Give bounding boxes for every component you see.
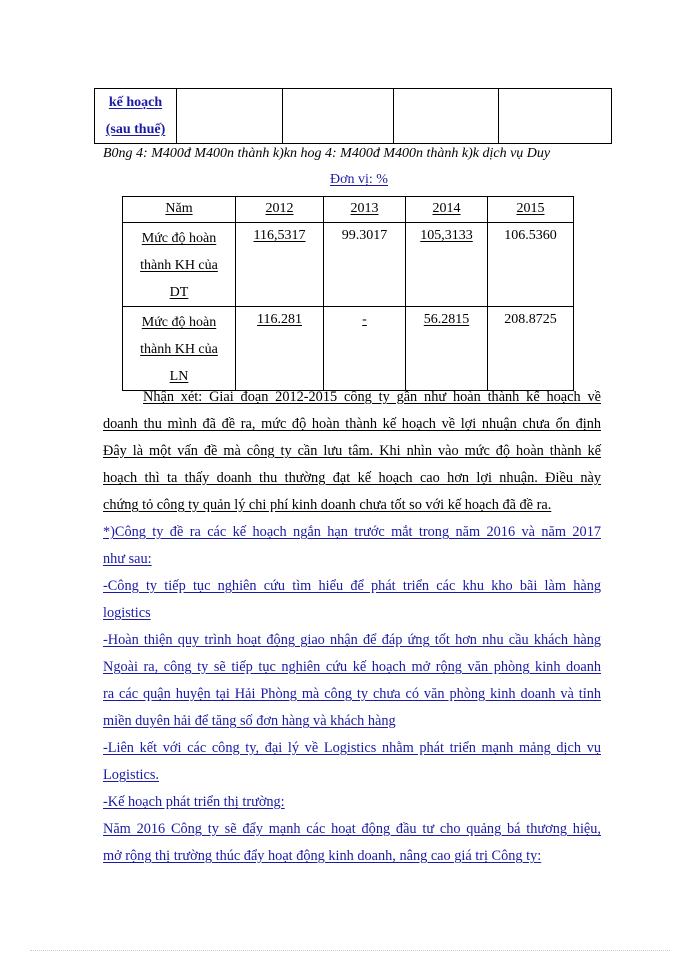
table-cell: 105,3133 <box>406 223 488 307</box>
plan-completion-table <box>122 196 574 391</box>
label-line-1: kế hoạch <box>108 95 163 110</box>
plan-line: Ngoài ra, công ty sẽ tiếp tục nghiên cứu kế hoạch mở rộng văn phòng kinh doanh <box>103 659 601 675</box>
table-cell: 116,5317 <box>236 223 324 307</box>
table-cell: - <box>324 307 406 391</box>
table-cell: 116.281 <box>236 307 324 391</box>
unit-label: Đơn vị: % <box>330 172 388 187</box>
plan-line: Năm 2016 Công ty sẽ đẩy mạnh các hoạt động đầu tư cho quảng bá thương hiệu, <box>103 821 601 837</box>
empty-cell <box>283 89 394 144</box>
table-row <box>123 307 574 391</box>
header-cell: 2014 <box>406 197 488 223</box>
plan-line: ra các quận huyện tại Hải Phòng mà công ty chưa có văn phòng kinh doanh và tỉnh <box>103 686 601 702</box>
page-bottom-divider <box>30 950 670 951</box>
header-cell: 2012 <box>236 197 324 223</box>
plan-line: -Liên kết với các công ty, đại lý về Logistics nhằm phát triển mạnh mảng dịch vụ <box>103 740 601 756</box>
table-cell: 99.3017 <box>324 223 406 307</box>
plan-line: logistics <box>103 605 151 621</box>
empty-cell <box>177 89 283 144</box>
plan-line: -Công ty tiếp tục nghiên cứu tìm hiểu để phát triển các khu kho bãi làm hàng <box>103 578 601 594</box>
table-caption: B0ng 4: M400đ M400n thành k)kn hog 4: M400đ M400n thành k)k dịch vụ Duy <box>103 146 551 161</box>
remark-line: chứng tỏ công ty quản lý chi phí kinh doanh chưa tốt so với kế hoạch đã đề ra. <box>103 497 552 513</box>
previous-table-fragment <box>94 88 612 144</box>
plan-line: -Kế hoạch phát triển thị trường: <box>103 794 285 810</box>
plan-line: miền duyên hải để tăng số đơn hàng và khách hàng <box>103 713 396 729</box>
label-line-2: (sau thuế) <box>105 122 166 137</box>
header-cell: 2015 <box>488 197 574 223</box>
remark-line: hoạch thì ta thấy doanh thu thường đạt kế hoạch cao hơn lợi nhuận. Điều này <box>103 470 601 486</box>
remark-line: Nhận xét: Giai đoạn 2012-2015 công ty gần như hoàn thành kế hoạch về <box>143 389 601 405</box>
table-row <box>123 223 574 307</box>
plan-line: mở rộng thị trường thúc đẩy hoạt động kinh doanh, nâng cao giá trị Công ty: <box>103 848 542 864</box>
header-cell: 2013 <box>324 197 406 223</box>
empty-cell <box>499 89 612 144</box>
table-cell: 208.8725 <box>488 307 574 391</box>
plan-line: *)Công ty đề ra các kế hoạch ngắn hạn trước mắt trong năm 2016 và năm 2017 <box>103 524 601 540</box>
table-header-row <box>123 197 574 223</box>
table-row-label <box>95 89 177 144</box>
empty-cell <box>394 89 499 144</box>
plan-line: như sau: <box>103 551 152 567</box>
table-cell: 106.5360 <box>488 223 574 307</box>
remark-line: doanh thu mình đã đề ra, mức độ hoàn thành kế hoạch về lợi nhuận chưa ổn định <box>103 416 601 432</box>
plan-line: -Hoàn thiện quy trình hoạt động giao nhận để đáp ứng tốt hơn nhu cầu khách hàng <box>103 632 601 648</box>
row-label: Mức độ hoàn thành KH của LN <box>123 307 236 391</box>
header-cell: Năm <box>123 197 236 223</box>
plan-line: Logistics. <box>103 767 159 783</box>
row-label: Mức độ hoàn thành KH của DT <box>123 223 236 307</box>
remark-line: Đây là một vấn đề mà công ty cần lưu tâm. Khi nhìn vào mức độ hoàn thành kế <box>103 443 601 459</box>
table-cell: 56.2815 <box>406 307 488 391</box>
